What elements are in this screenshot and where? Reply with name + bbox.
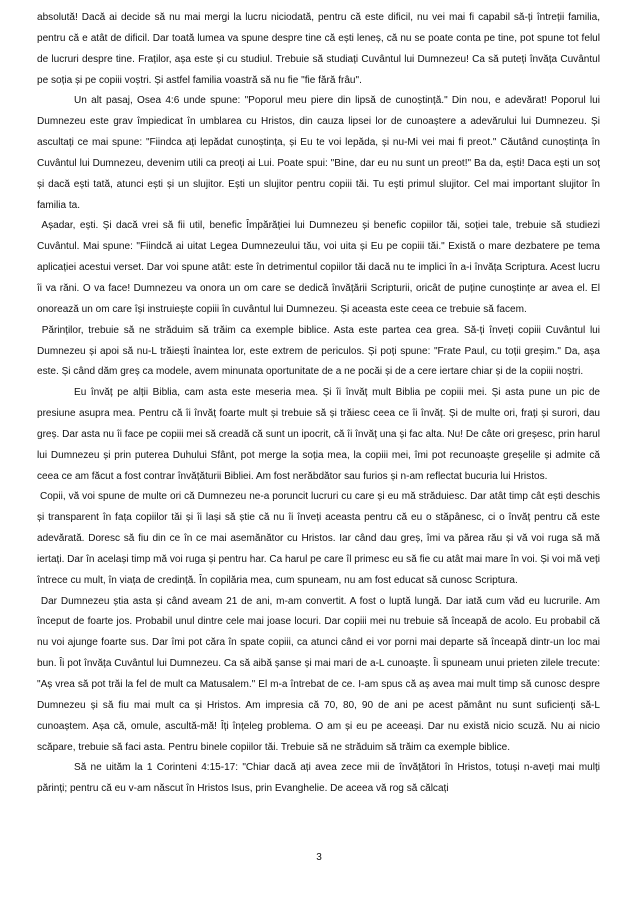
paragraph-1: absolută! Dacă ai decide să nu mai mergi la lucru niciodată, pentru că este dificil, nu vei mai fi capabil să-ți întreții familia, pentru că e atât de dificil. Dar toată lumea va spune despre tine că ești leneș, că nu se poate conta pe tine, pot spune tot felul de lucruri despre tine. Fraților, așa este și cu studiul. Trebuie să studiați Cuvântul lui Dumnezeu! Ca să puteți învăța Cuvântul pe soția și pe copiii voștri. Și astfel familia voastră să nu fie "fie fără frâu". xyxy=(37,12,603,86)
paragraph-5: Eu învăț pe alții Biblia, cam asta este meseria mea. Și îi învăț mult Biblia pe copiii mei. Și asta pune un pic de presiune asupra mea. Pentru că îi învăț foarte mult și trebuie să și trăiesc ceea ce îi învăț. Și de multe ori, frați și surori, dau greș. Dar asta nu îi face pe copiii mei să creadă că sunt un ipocrit, că îi învăț una și fac alta. Nu! De câte ori greșesc, prin harul lui Dumnezeu și prin puterea Duhului Sfânt, pot merge la soția mea, la copiii mei, îmi pot recunoaște greșelile și admite că ceea ce am făcut a fost contrar învățăturii Bibliei. Am fost nerăbdător sau furios și n-am reflectat bucuria lui Hristos. xyxy=(37,387,603,482)
paragraph-6: Copii, vă voi spune de multe ori că Dumnezeu ne-a poruncit lucruri cu care și eu mă străduiesc. Dar atât timp cât ești deschis și transparent în fața copiilor tăi și îi lași să știe că nu îi înveți aceasta pentru că eu o stăpânesc, ci o învăț pentru că este adevărată. Doresc să fiu din ce în ce mai asemănător cu Hristos. Iar când dau greș, îmi va părea rău și vă voi ruga să mă iertați. Dar în același timp mă voi ruga și pentru har. Ca harul pe care îl primesc eu să fie cu atât mai mare în voi. Și voi mă veți întrece cu mult, în viața de credință. În copilăria mea, cum spuneam, nu am fost educat să cunosc Scriptura. xyxy=(37,491,603,586)
paragraph-7: Dar Dumnezeu știa asta și când aveam 21 de ani, m-am convertit. A fost o luptă lungă. Dar iată cum văd eu lucrurile. Am început de foarte jos. Probabil unul dintre cele mai joase locuri. Dar copiii mei nu trebuie să înceapă de acolo. Eu probabil că nu voi ajunge foarte sus. Dar îmi pot căra în spate copiii, ca atunci când ei vor porni mai departe să înceapă dintr-un loc mai bun. Îi pot învăța Cuvântul lui Dumnezeu. Ca să aibă șanse și mai mari de a-L cunoaște. Îi spuneam unui prieten zilele trecute: "Aș vrea să pot trăi la fel de mult ca Matusalem." El m-a întrebat de ce. I-am spus că aș avea mai mult timp să cunosc despre Dumnezeu și să fiu mai mult ca și Hristos. Am impresia că 70, 80, 90 de ani pe acest pământ nu sunt suficienți să-L cunoaștem. Așa că, omule, ascultă-mă! Îți înțeleg problema. O am și eu pe aceeași. Dar nu există nicio scuză. Nu ai nicio scăpare, trebuie să faci asta. Pentru binele copiilor tăi. Trebuie să ne străduim să trăim ca exemple biblice. xyxy=(37,595,603,753)
paragraph-3: Așadar, ești. Și dacă vrei să fii util, benefic Împărăției lui Dumnezeu și benefic copiilor tăi, soției tale, trebuie să studiezi Cuvântul. Mai spune: "Fiindcă ai uitat Legea Dumnezeului tău, voi uita și Eu pe copiii tăi." Există o mare dezbatere pe tema aplicației acestui verset. Dar voi spune atât: este în detrimentul copiilor tăi dacă nu te implici în a-i învăța Scriptura. Acest lucru îi va răni. O va face! Dumnezeu va onora un om care se dedică învățării Scripturii, oricât de puține cunoștințe ar avea el. El onorează un om care își instruiește copiii în cuvântul lui Dumnezeu. Și aceasta este ceea ce trebuie să facem. xyxy=(37,220,603,315)
paragraph-2: Un alt pasaj, Osea 4:6 unde spune: "Poporul meu piere din lipsă de cunoștință." Din nou, e adevărat! Poporul lui Dumnezeu este grav împiedicat în umblarea cu Hristos, din cauza lipsei lor de cunoaștere a adevărului lui Dumnezeu. Și ascultați ce mai spune: "Fiindca ați lepădat cunoștința, și Eu te voi lepăda, și nu-Mi vei mai fi preot." Căutând cunoștința în Cuvântul lui Dumnezeu, devenim utili ca preoți ai Lui. Poate spui: "Bine, dar eu nu sunt un preot!" Ba da, ești! Daca ești un soț și dacă ești tată, atunci ești și un slujitor. Ești un slujitor pentru copiii tăi. Tu ești primul slujitor. Cel mai important slujitor în familia ta. xyxy=(37,95,603,211)
paragraph-8: Să ne uităm la 1 Corinteni 4:15-17: "Chiar dacă ați avea zece mii de învățători în Hristos, totuși n-aveți mai mulți părinți; pentru că eu v-am născut în Hristos Isus, prin Evanghelie. De aceea vă rog să călcați xyxy=(37,762,603,795)
page-number: 3 xyxy=(316,852,322,863)
paragraph-4: Părinților, trebuie să ne străduim să trăim ca exemple biblice. Asta este partea cea grea. Să-ți înveți copiii Cuvântul lui Dumnezeu și apoi să nu-L trăiești înaintea lor, este extrem de periculos. Și poți spune: "Frate Paul, cu toții greșim." Da, așa este. Și când dăm greș ca modele, avem minunata oportunitate de a ne pocăi și de a cere iertare chiar și de la copiii noștri. xyxy=(37,324,603,378)
